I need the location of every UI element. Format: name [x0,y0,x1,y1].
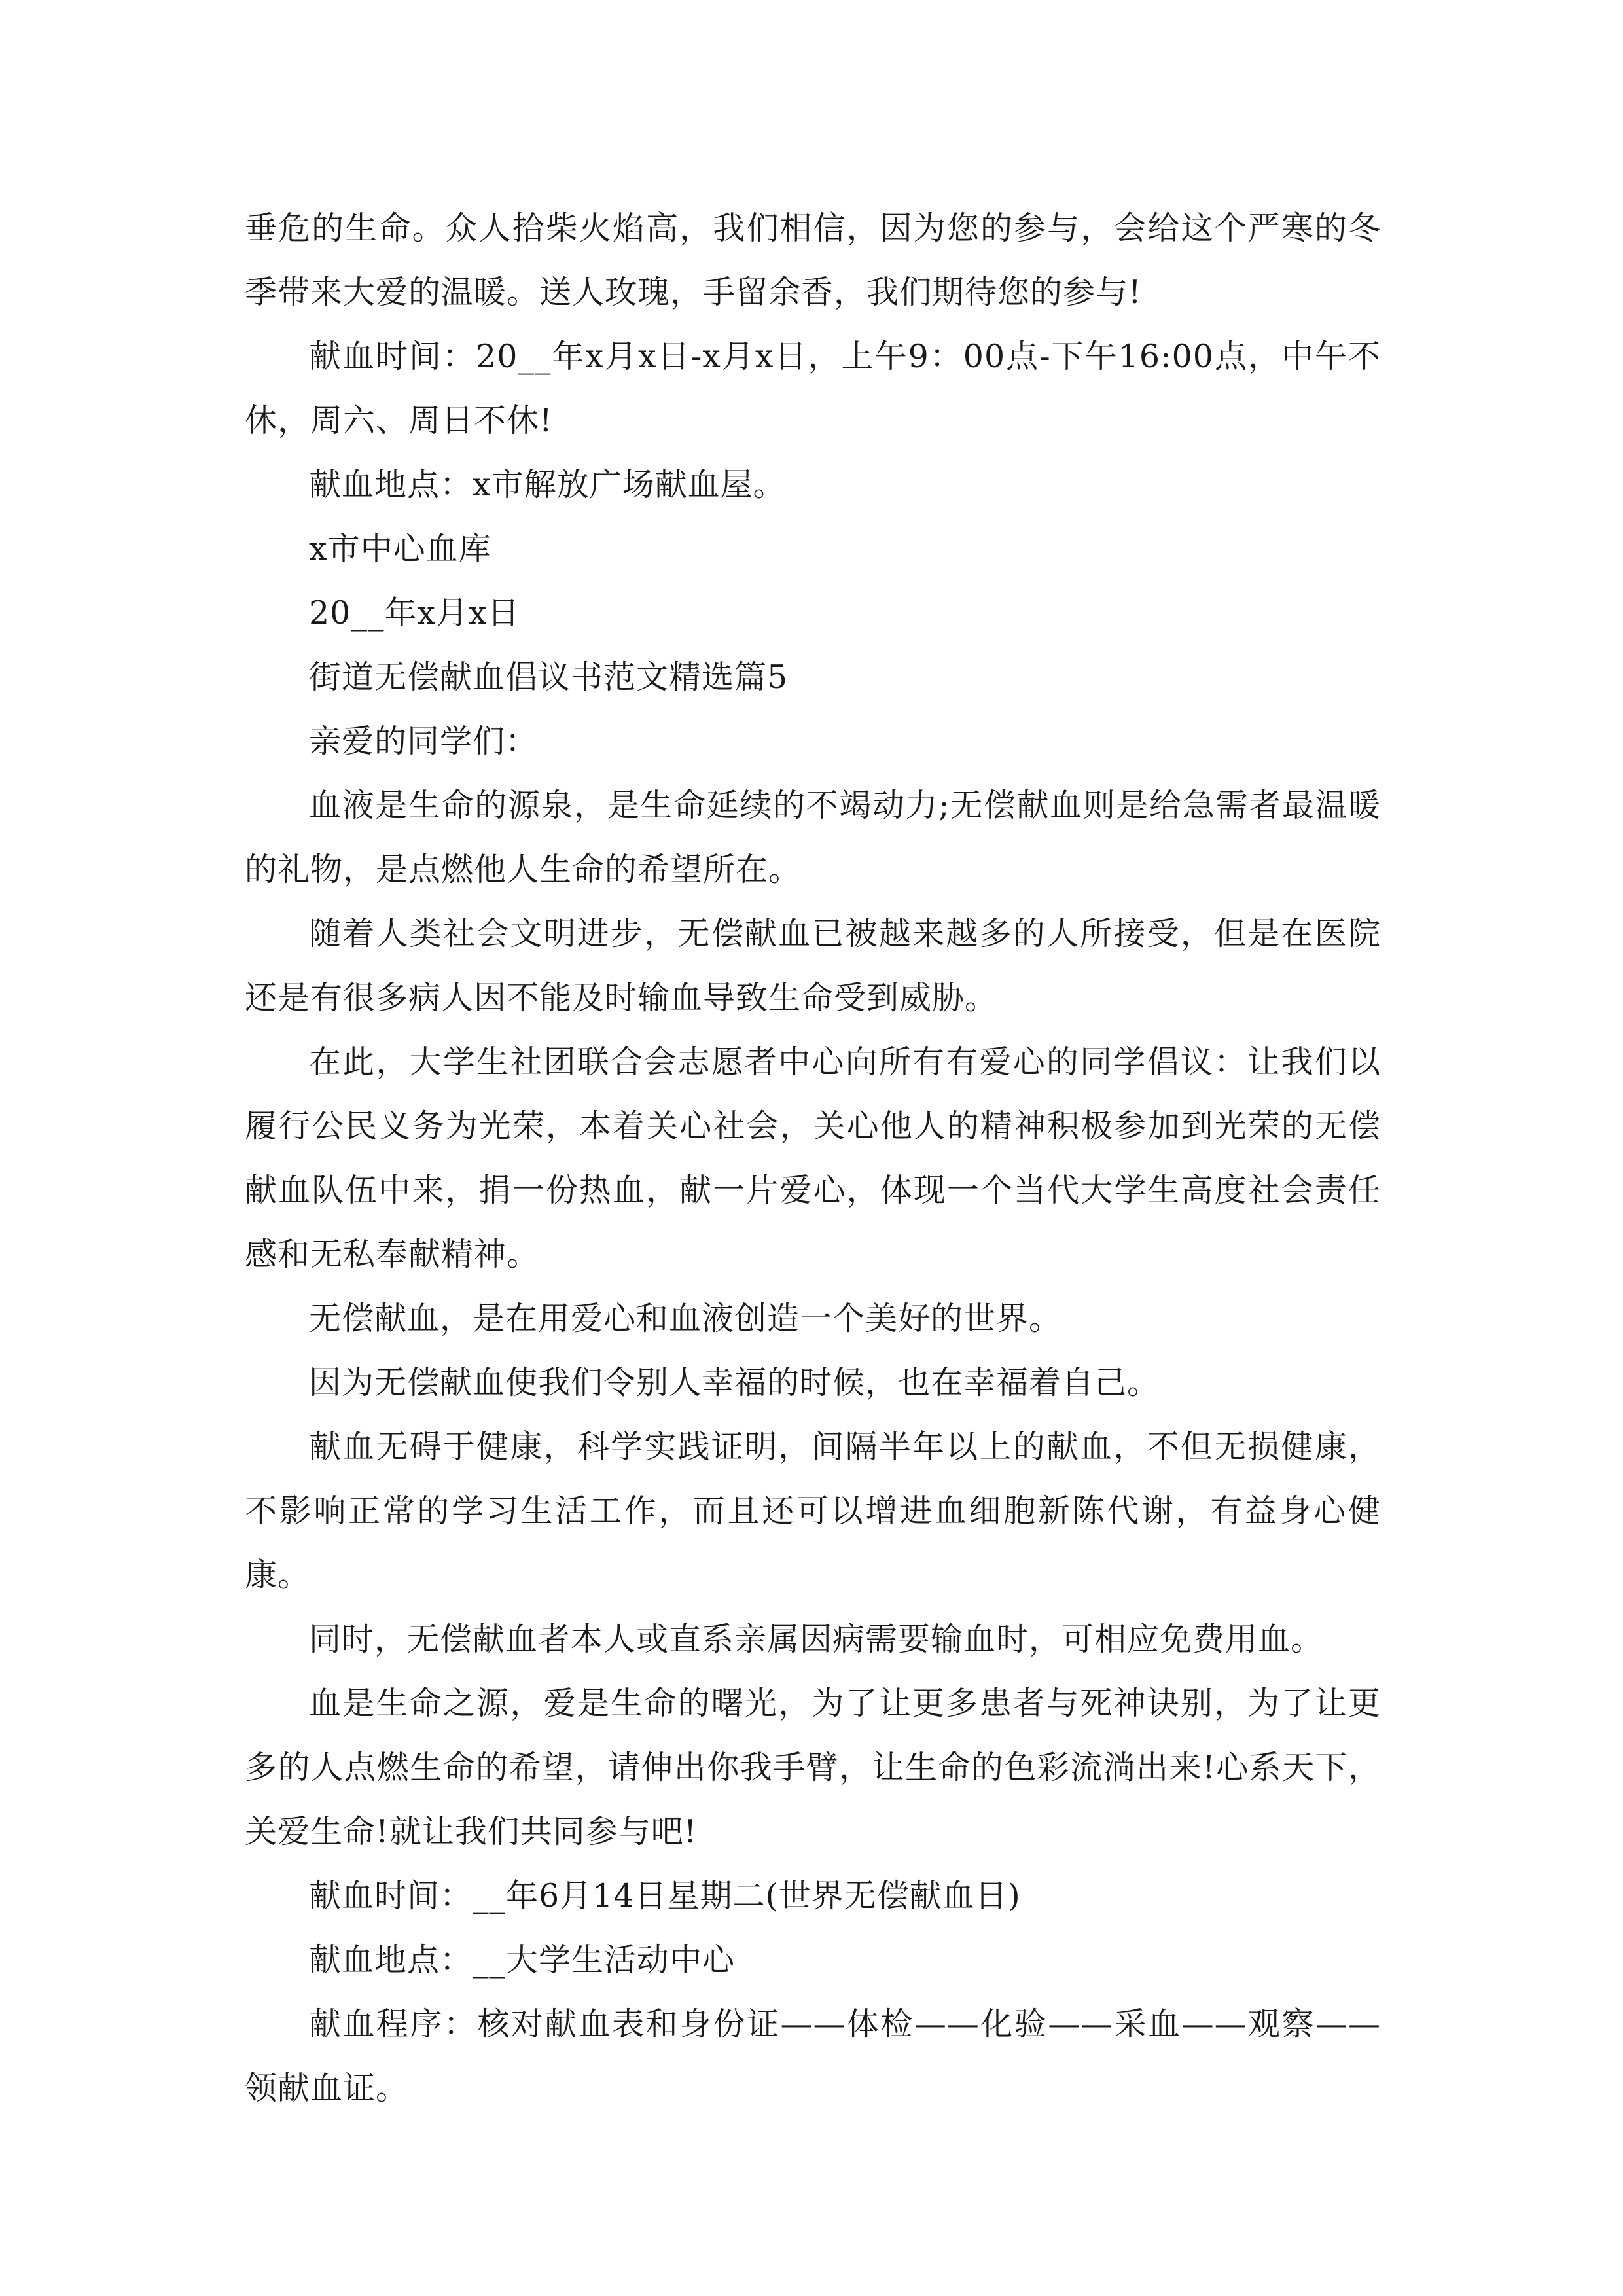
paragraph-1: 垂危的生命。众人拾柴火焰高，我们相信，因为您的参与，会给这个严寒的冬季带来大爱的温暖。送人玫瑰，手留余香，我们期待您的参与! [245,209,1381,311]
paragraph-donation-time: 献血时间：20__年x月x日-x月x日，上午9：00点-下午16:00点，中午不休，周六、周日不休! [245,338,1381,439]
paragraph-donation-location: 献血地点：x市解放广场献血屋。 [309,466,786,503]
paragraph-call-to-action: 血是生命之源，爱是生命的曙光，为了让更多患者与死神诀别，为了让更多的人点燃生命的希望，请伸出你我手臂，让生命的色彩流淌出来!心系天下，关爱生命!就让我们共同参与吧! [245,1685,1381,1850]
paragraph-free-blood: 同时，无偿献血者本人或直系亲属因病需要输血时，可相应免费用血。 [309,1621,1324,1658]
salutation: 亲爱的同学们： [309,723,539,760]
paragraph-happiness: 因为无偿献血使我们令别人幸福的时候，也在幸福着自己。 [309,1364,1160,1401]
document-body [245,196,1381,2121]
section-heading: 街道无偿献血倡议书范文精选篇5 [309,658,789,696]
paragraph-society-progress: 随着人类社会文明进步，无偿献血已被越来越多的人所接受，但是在医院还是有很多病人因不能及时输血导致生命受到威胁。 [245,915,1381,1016]
paragraph-blood-source: 血液是生命的源泉，是生命延续的不竭动力;无偿献血则是给急需者最温暖的礼物，是点燃他人生命的希望所在。 [245,787,1381,888]
paragraph-procedure: 献血程序：核对献血表和身份证——体检——化验——采血——观察——领献血证。 [245,2005,1381,2107]
paragraph-event-location: 献血地点：__大学生活动中心 [309,1941,736,1979]
signature-organization: x市中心血库 [309,530,491,567]
signature-date: 20__年x月x日 [309,594,520,632]
paragraph-event-time: 献血时间：__年6月14日星期二(世界无偿献血日) [309,1877,1021,1914]
paragraph-better-world: 无偿献血，是在用爱心和血液创造一个美好的世界。 [309,1300,1062,1337]
paragraph-proposal: 在此，大学生社团联合会志愿者中心向所有有爱心的同学倡议：让我们以履行公民义务为光荣，本着关心社会，关心他人的精神积极参加到光荣的无偿献血队伍中来，捐一份热血，献一片爱心，体现一个当代大学生高度社会责任感和无私奉献精神。 [245,1043,1381,1273]
paragraph-health: 献血无碍于健康，科学实践证明，间隔半年以上的献血，不但无损健康，不影响正常的学习生活工作，而且还可以增进血细胞新陈代谢，有益身心健康。 [245,1428,1381,1594]
